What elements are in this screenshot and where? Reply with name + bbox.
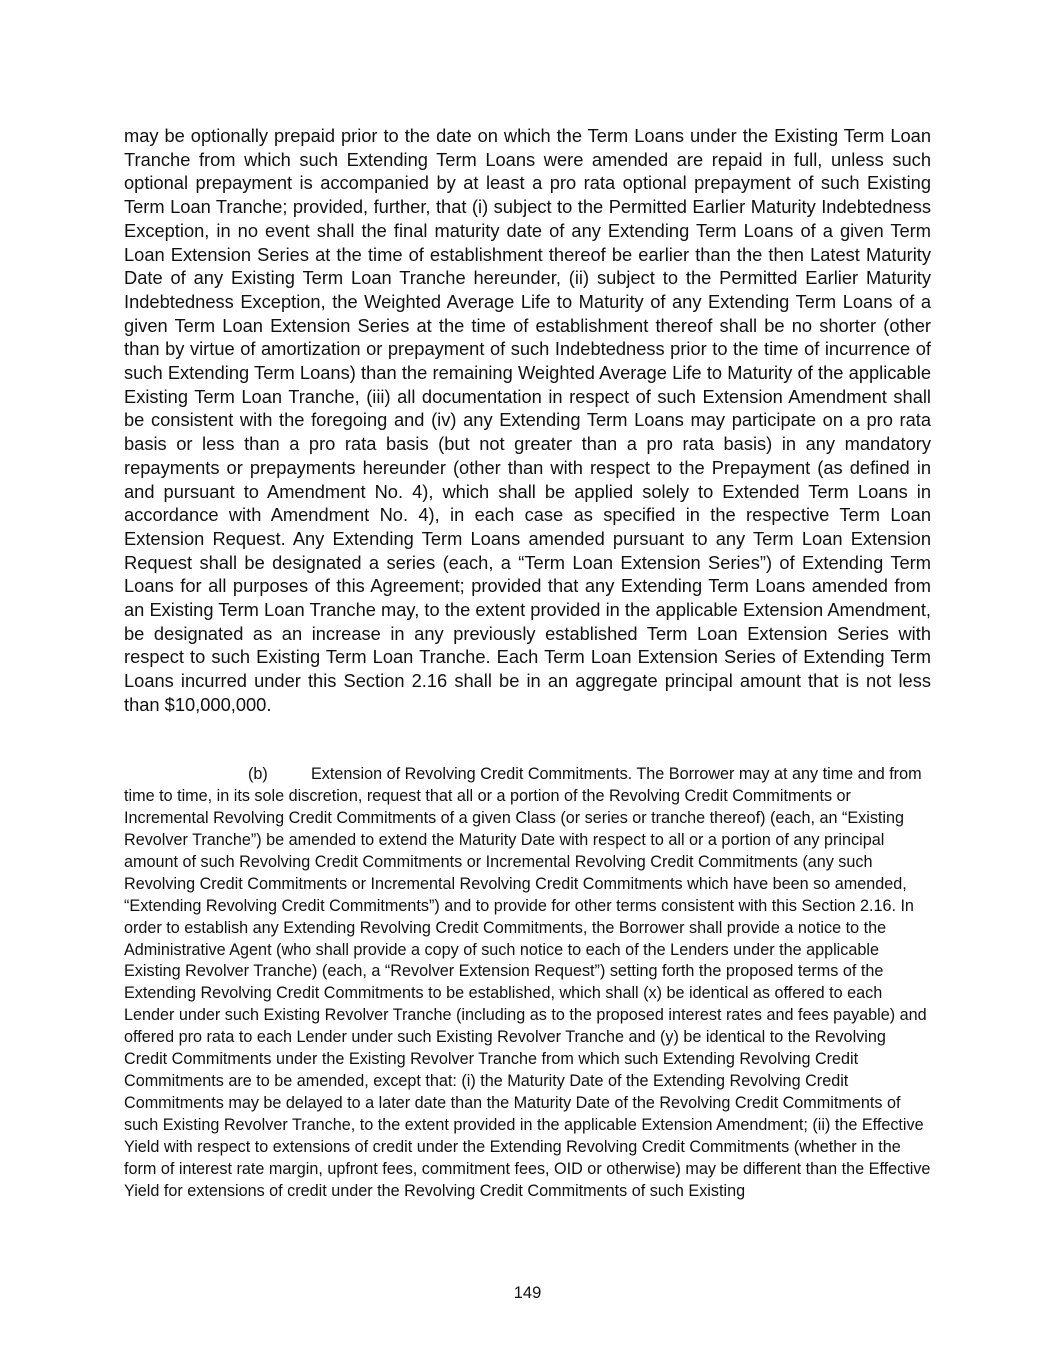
body-paragraph-revolving-credit [124, 764, 932, 1203]
paragraph-b-text: Extension of Revolving Credit Commitments. The Borrower may at any time and from time to time, in its sole discretion, request that all or a portion of the Revolving Credit Commitments or Incremental Revolving Credit Commitments of a given Class (or series or tranche thereof) (each, an “Existing Revolver Tranche”) be amended to extend the Maturity Date with respect to all or a portion of any principal amount of such Revolving Credit Commitments or Incremental Revolving Credit Commitments (any such Revolving Credit Commitments or Incremental Revolving Credit Commitments which have been so amended, “Extending Revolving Credit Commitments”) and to provide for other terms consistent with this Section 2.16. In order to establish any Extending Revolving Credit Commitments, the Borrower shall provide a notice to the Administrative Agent (who shall provide a copy of such notice to each of the Lenders under the applicable Existing Revolver Tranche) (each, a “Revolver Extension Request”) setting forth the proposed terms of the Extending Revolving Credit Commitments to be established, which shall (x) be identical as offered to each Lender under such Existing Revolver Tranche (including as to the proposed interest rates and fees payable) and offered pro rata to each Lender under such Existing Revolver Tranche and (y) be identical to the Revolving Credit Commitments under the Existing Revolver Tranche from which such Extending Revolving Credit Commitments are to be amended, except that: (i) the Maturity Date of the Extending Revolving Credit Commitments may be delayed to a later date than the Maturity Date of the Revolving Credit Commitments of such Existing Revolver Tranche, to the extent provided in the applicable Extension Amendment; (ii) the Effective Yield with respect to extensions of credit under the Extending Revolving Credit Commitments (whether in the form of interest rate margin, upfront fees, commitment fees, OID or otherwise) may be different than the Effective Yield for extensions of credit under the Revolving Credit Commitments of such Existing [124, 765, 931, 1200]
paragraph-label-b: (b) [248, 765, 268, 783]
page-number: 149 [513, 1284, 542, 1302]
body-paragraph-term-loans: may be optionally prepaid prior to the date on which the Term Loans under the Existing Term Loan Tranche from which such Extending Term Loans were amended are repaid in full, unless such optional prepayment is accompanied by at least a pro rata optional prepayment of such Existing Term Loan Tranche; provided, further, that (i) subject to the Permitted Earlier Maturity Indebtedness Exception, in no event shall the final maturity date of any Extending Term Loans of a given Term Loan Extension Series at the time of establishment thereof be earlier than the then Latest Maturity Date of any Existing Term Loan Tranche hereunder, (ii) subject to the Permitted Earlier Maturity Indebtedness Exception, the Weighted Average Life to Maturity of any Extending Term Loans of a given Term Loan Extension Series at the time of establishment thereof shall be no shorter (other than by virtue of amortization or prepayment of such Indebtedness prior to the time of incurrence of such Extending Term Loans) than the remaining Weighted Average Life to Maturity of the applicable Existing Term Loan Tranche, (iii) all documentation in respect of such Extension Amendment shall be consistent with the foregoing and (iv) any Extending Term Loans may participate on a pro rata basis or less than a pro rata basis (but not greater than a pro rata basis) in any mandatory repayments or prepayments hereunder (other than with respect to the Prepayment (as defined in and pursuant to Amendment No. 4), which shall be applied solely to Extended Term Loans in accordance with Amendment No. 4), in each case as specified in the respective Term Loan Extension Request. Any Extending Term Loans amended pursuant to any Term Loan Extension Request shall be designated a series (each, a “Term Loan Extension Series”) of Extending Term Loans for all purposes of this Agreement; provided that any Extending Term Loans amended from an Existing Term Loan Tranche may, to the extent provided in the applicable Extension Amendment, be designated as an increase in any previously established Term Loan Extension Series with respect to such Existing Term Loan Tranche. Each Term Loan Extension Series of Extending Term Loans incurred under this Section 2.16 shall be in an aggregate principal amount that is not less than $10,000,000. [124, 125, 931, 715]
